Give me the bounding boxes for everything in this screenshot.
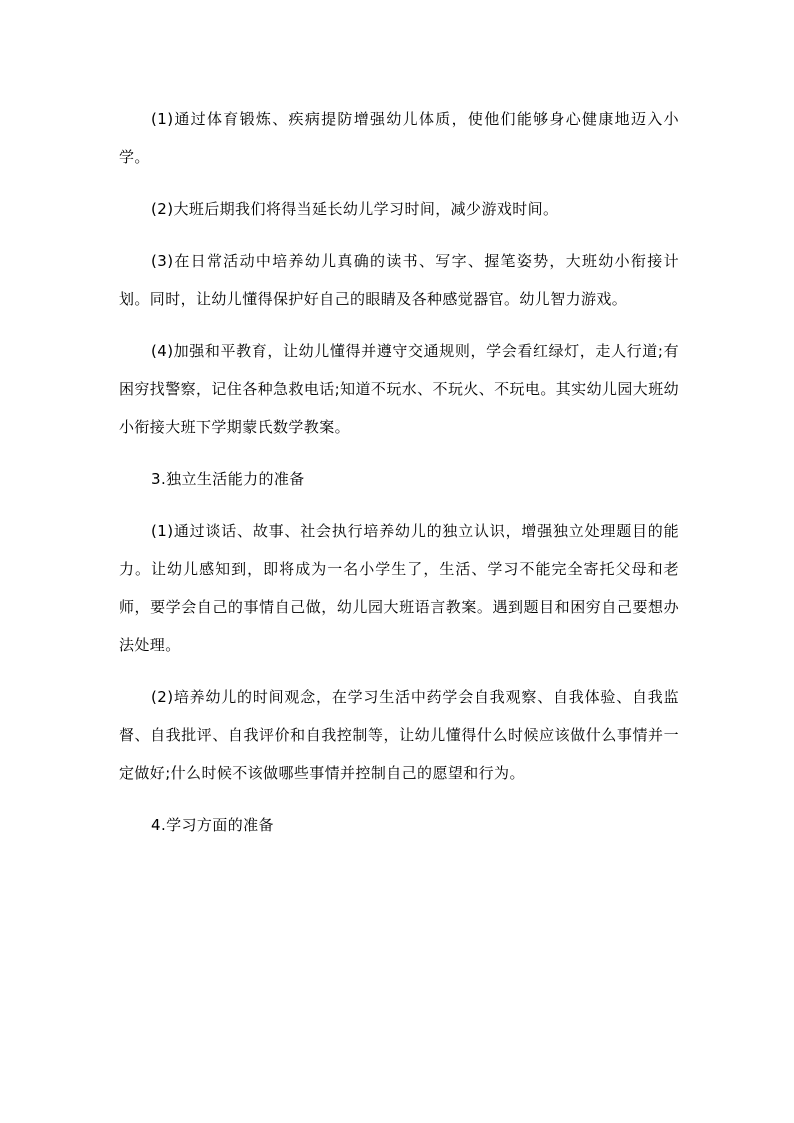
- paragraph-1: (1)通过体育锻炼、疾病提防增强幼儿体质，使他们能够身心健康地迈入小学。: [119, 110, 679, 166]
- paragraph-4: (4)加强和平教育，让幼儿懂得并遵守交通规则，学会看红绿灯，走人行道;有困穷找警察，记住各种急救电话;知道不玩水、不玩火、不玩电。其实幼儿园大班幼小衔接大班下学期蒙氏数学教案。: [119, 342, 679, 436]
- section-heading-3: 3.独立生活能力的准备: [151, 470, 305, 488]
- paragraph-6: (2)培养幼儿的时间观念，在学习生活中药学会自我观察、自我体验、自我监督、自我批评、自我评价和自我控制等，让幼儿懂得什么时候应该做什么事情并一定做好;什么时候不该做哪些事情并控制自己的愿望和行为。: [119, 688, 679, 782]
- paragraph-2: (2)大班后期我们将得当延长幼儿学习时间，减少游戏时间。: [151, 200, 559, 218]
- paragraph-3: (3)在日常活动中培养幼儿真确的读书、写字、握笔姿势，大班幼小衔接计划。同时，让幼儿懂得保护好自己的眼睛及各种感觉器官。幼儿智力游戏。: [119, 252, 679, 308]
- document-body: [119, 100, 679, 844]
- section-heading-4: 4.学习方面的准备: [151, 816, 274, 834]
- paragraph-5: (1)通过谈话、故事、社会执行培养幼儿的独立认识，增强独立处理题目的能力。让幼儿感知到，即将成为一名小学生了，生活、学习不能完全寄托父母和老师，要学会自己的事情自己做，幼儿园大班语言教案。遇到题目和困穷自己要想办法处理。: [119, 522, 679, 654]
